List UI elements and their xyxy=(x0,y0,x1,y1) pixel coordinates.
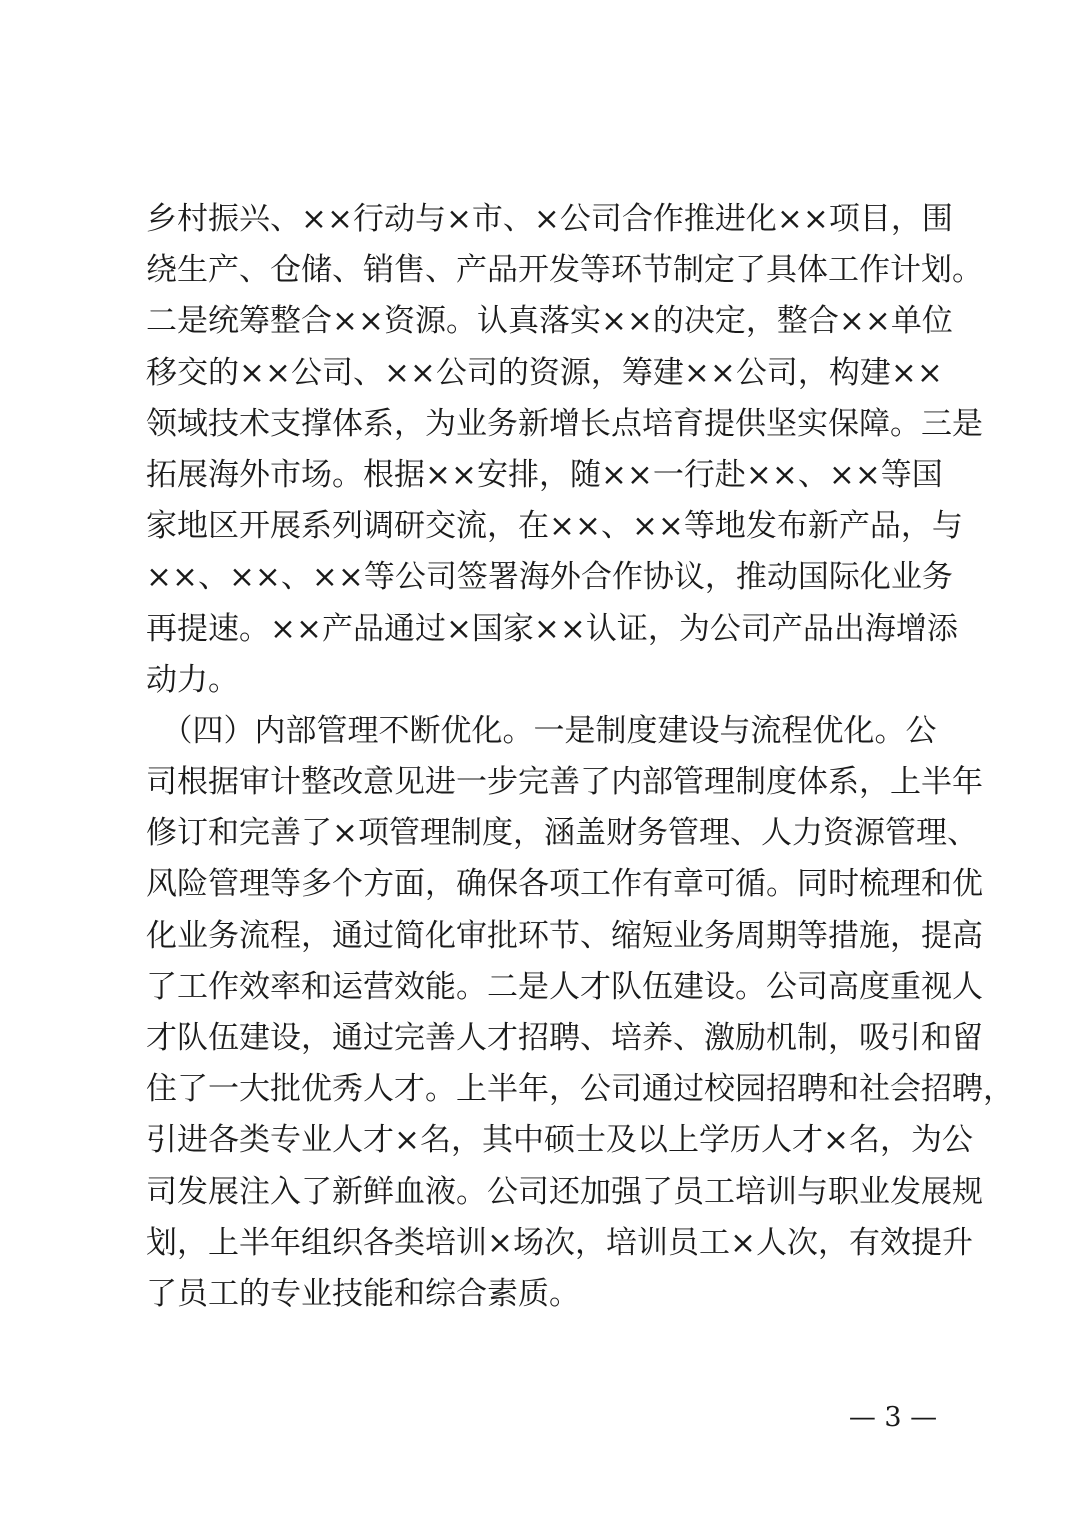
section-heading-line: （四）内部管理不断优化。一是制度建设与流程优化。公 xyxy=(146,712,937,749)
text-line: 再提速。××产品通过×国家××认证，为公司产品出海增添 xyxy=(146,610,958,647)
text-line: 动力。 xyxy=(146,661,239,698)
body-text xyxy=(146,194,1014,1320)
text-line: 住了一大批优秀人才。上半年，公司通过校园招聘和社会招聘， xyxy=(146,1071,1014,1108)
text-line: 修订和完善了×项管理制度，涵盖财务管理、人力资源管理、 xyxy=(146,815,978,852)
text-line: 移交的××公司、××公司的资源，筹建××公司，构建×× xyxy=(146,354,943,391)
text-line: 乡村振兴、××行动与×市、×公司合作推进化××项目，围 xyxy=(146,201,953,237)
text-line: 划，上半年组织各类培训×场次，培训员工×人次，有效提升 xyxy=(146,1224,973,1261)
text-line: 引进各类专业人才×名，其中硕士及以上学历人才×名，为公 xyxy=(146,1122,973,1159)
text-line: 领域技术支撑体系，为业务新增长点培育提供坚实保障。三是 xyxy=(146,405,983,442)
text-line: 司根据审计整改意见进一步完善了内部管理制度体系，上半年 xyxy=(146,764,983,801)
text-line: 风险管理等多个方面，确保各项工作有章可循。同时梳理和优 xyxy=(146,866,983,903)
text-line: 了员工的专业技能和综合素质。 xyxy=(146,1275,580,1312)
text-line: 才队伍建设，通过完善人才招聘、培养、激励机制，吸引和留 xyxy=(146,1020,983,1056)
text-line: 二是统筹整合××资源。认真落实××的决定，整合××单位 xyxy=(146,303,953,340)
text-line: 家地区开展系列调研交流，在××、××等地发布新产品，与 xyxy=(146,508,963,545)
text-line: 了工作效率和运营效能。二是人才队伍建设。公司高度重视人 xyxy=(146,968,983,1005)
text-line: 司发展注入了新鲜血液。公司还加强了员工培训与职业发展规 xyxy=(146,1173,983,1210)
text-line: 绕生产、仓储、销售、产品开发等环节制定了具体工作计划。 xyxy=(146,252,983,289)
text-line: 化业务流程，通过简化审批环节、缩短业务周期等措施，提高 xyxy=(146,917,983,954)
text-line: ××、××、××等公司签署海外合作协议，推动国际化业务 xyxy=(146,559,953,596)
text-line: 拓展海外市场。根据××安排，随××一行赴××、××等国 xyxy=(146,456,943,493)
page-number: — 3 — xyxy=(848,1402,938,1433)
